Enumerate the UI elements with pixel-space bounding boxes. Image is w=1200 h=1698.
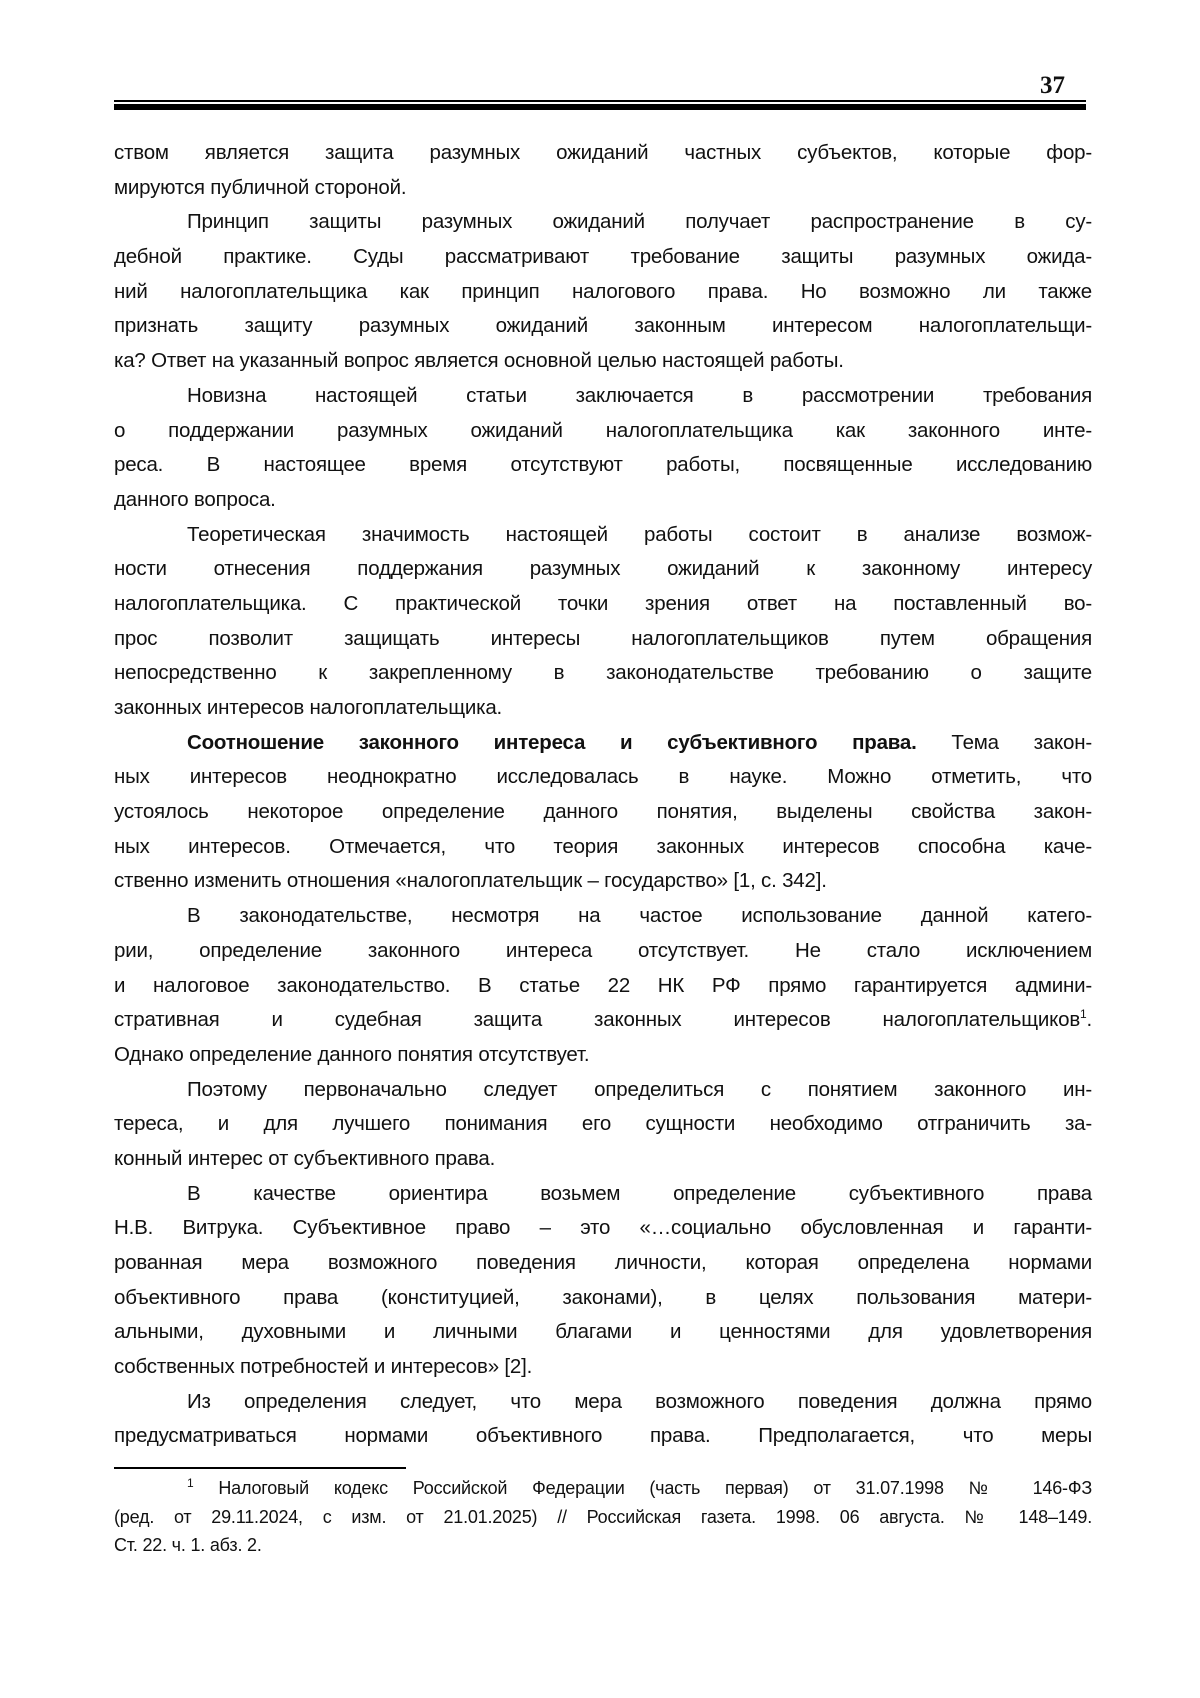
text-run: Теоретическая значимость настоящей работы состоит в анализе возмож- [187, 522, 1092, 546]
text-run: объективного права (конституцией, законами), в целях пользования матери- [114, 1285, 1092, 1309]
text-line [114, 587, 1092, 622]
text-line [114, 1246, 1092, 1281]
text-line [114, 518, 1092, 553]
text-run: ством является защита разумных ожиданий частных субъектов, которые фор- [114, 141, 1092, 164]
paragraph [114, 899, 1092, 1072]
body-text [114, 136, 1092, 1454]
text-line [114, 1073, 1092, 1108]
text-run: ности отнесения поддержания разумных ожиданий к законному интересу [114, 557, 1092, 581]
text-line [114, 1107, 1092, 1142]
text-line [114, 483, 1092, 518]
paragraph [114, 1385, 1092, 1454]
text-run: ний налогоплательщика как принцип налогового права. Но возможно ли также [114, 279, 1092, 303]
text-line [114, 1281, 1092, 1316]
text-run: Н.В. Витрука. Субъективное право – это «…социально обусловленная и гаранти- [114, 1216, 1092, 1240]
text-run: Принцип защиты разумных ожиданий получает распространение в су- [187, 210, 1092, 234]
text-line [114, 726, 1092, 761]
text-run: альными, духовными и личными благами и ценностями для удовлетворения [114, 1320, 1092, 1344]
text-run: рии, определение законного интереса отсутствует. Не стало исключением [114, 938, 1092, 962]
footnote-separator [114, 1467, 406, 1469]
text-run: предусматриваться нормами объективного права. Предполагается, что меры [114, 1424, 1092, 1448]
section-heading: Соотношение законного интереса и субъективного права. [187, 730, 917, 754]
text-line [114, 864, 1092, 899]
text-run: Однако определение данного понятия отсутствует. [114, 1042, 590, 1066]
paragraph [114, 1177, 1092, 1385]
text-line [114, 448, 1092, 483]
text-run: собственных потребностей и интересов» [2]. [114, 1355, 533, 1379]
text-run: тереса, и для лучшего понимания его сущности необходимо отграничить за- [114, 1112, 1092, 1136]
text-run: Новизна настоящей статьи заключается в рассмотрении требования [187, 383, 1092, 407]
text-run: В законодательстве, несмотря на частое использование данной катего- [187, 904, 1092, 928]
text-run: о поддержании разумных ожиданий налогоплательщика как законного инте- [114, 418, 1092, 442]
text-line [114, 1531, 1092, 1560]
text-run: ственно изменить отношения «налогоплательщик – государство» [1, с. 342]. [114, 869, 827, 893]
text-run: законных интересов налогоплательщика. [114, 696, 503, 719]
text-line [114, 414, 1092, 449]
footnote-marker: 1 [187, 1476, 194, 1490]
text-line [114, 309, 1092, 344]
header-rule-thin [114, 100, 1086, 102]
text-line [114, 691, 1092, 726]
text-line [114, 1474, 1092, 1503]
text-run: Из определения следует, что мера возможного поведения должна прямо [187, 1389, 1092, 1413]
text-line [114, 344, 1092, 379]
text-run: (ред. от 29.11.2024, с изм. от 21.01.2025) // Российская газета. 1998. 06 августа. № 148–149. [114, 1506, 1092, 1527]
text-run: . [1086, 1008, 1092, 1032]
text-line [114, 275, 1092, 310]
text-run: рованная мера возможного поведения личности, которая определена нормами [114, 1251, 1092, 1274]
text-line [114, 1211, 1092, 1246]
text-run: дебной практике. Суды рассматривают требование защиты разумных ожида- [114, 245, 1092, 269]
text-line [114, 1503, 1092, 1532]
text-line [114, 1038, 1092, 1073]
text-run: налогоплательщика. С практической точки зрения ответ на поставленный во- [114, 591, 1092, 615]
footnote [114, 1474, 1092, 1560]
text-run: устоялось некоторое определение данного понятия, выделены свойства закон- [114, 800, 1092, 824]
text-line [114, 760, 1092, 795]
text-run: ных интересов. Отмечается, что теория законных интересов способна каче- [114, 834, 1092, 858]
text-line [114, 1350, 1092, 1385]
text-run: данного вопроса. [114, 487, 276, 511]
text-run: В качестве ориентира возьмем определение субъективного права [187, 1181, 1092, 1205]
text-line [114, 830, 1092, 865]
text-run: конный интерес от субъективного права. [114, 1146, 496, 1170]
paragraph [114, 205, 1092, 378]
text-line [114, 171, 1092, 206]
text-run: прос позволит защищать интересы налогоплательщиков путем обращения [114, 626, 1092, 650]
paragraph [114, 518, 1092, 726]
text-run: Налоговый кодекс Российской Федерации (часть первая) от 31.07.1998 № 146-ФЗ [193, 1478, 1092, 1498]
text-run: и налоговое законодательство. В статье 22 НК РФ прямо гарантируется админи- [114, 973, 1092, 997]
text-run: реса. В настоящее время отсутствуют работы, посвященные исследованию [114, 453, 1092, 477]
text-line [114, 934, 1092, 969]
text-line [114, 552, 1092, 587]
paragraph [114, 1073, 1092, 1177]
text-run: стративная и судебная защита законных интересов налогоплательщиков [114, 1008, 1081, 1032]
text-line [114, 969, 1092, 1004]
text-line [114, 795, 1092, 830]
text-run: Ст. 22. ч. 1. абз. 2. [114, 1535, 262, 1555]
text-run: Тема закон- [916, 730, 1092, 754]
footnote-marker: 1 [1080, 1007, 1087, 1022]
text-run: ка? Ответ на указанный вопрос является основной целью настоящей работы. [114, 349, 844, 373]
text-line [114, 240, 1092, 275]
text-line [114, 1315, 1092, 1350]
page-number: 37 [1040, 72, 1065, 99]
paragraph [114, 136, 1092, 205]
text-line [114, 136, 1092, 171]
text-line [114, 379, 1092, 414]
text-line [114, 1177, 1092, 1212]
text-run: мируются публичной стороной. [114, 175, 407, 199]
text-line [114, 622, 1092, 657]
text-line [114, 899, 1092, 934]
header-rule-thick [114, 104, 1086, 110]
text-line [114, 656, 1092, 691]
text-line [114, 1385, 1092, 1420]
text-line [114, 205, 1092, 240]
text-run: непосредственно к закрепленному в законодательстве требованию о защите [114, 661, 1092, 685]
text-line [114, 1142, 1092, 1177]
text-run: Поэтому первоначально следует определиться с понятием законного ин- [187, 1077, 1092, 1101]
text-run: ных интересов неоднократно исследовалась в науке. Можно отметить, что [114, 765, 1092, 789]
text-run: признать защиту разумных ожиданий законным интересом налогоплательщи- [114, 314, 1092, 338]
paragraph [114, 726, 1092, 899]
text-line [114, 1003, 1092, 1038]
paragraph [114, 379, 1092, 518]
text-line [114, 1419, 1092, 1454]
